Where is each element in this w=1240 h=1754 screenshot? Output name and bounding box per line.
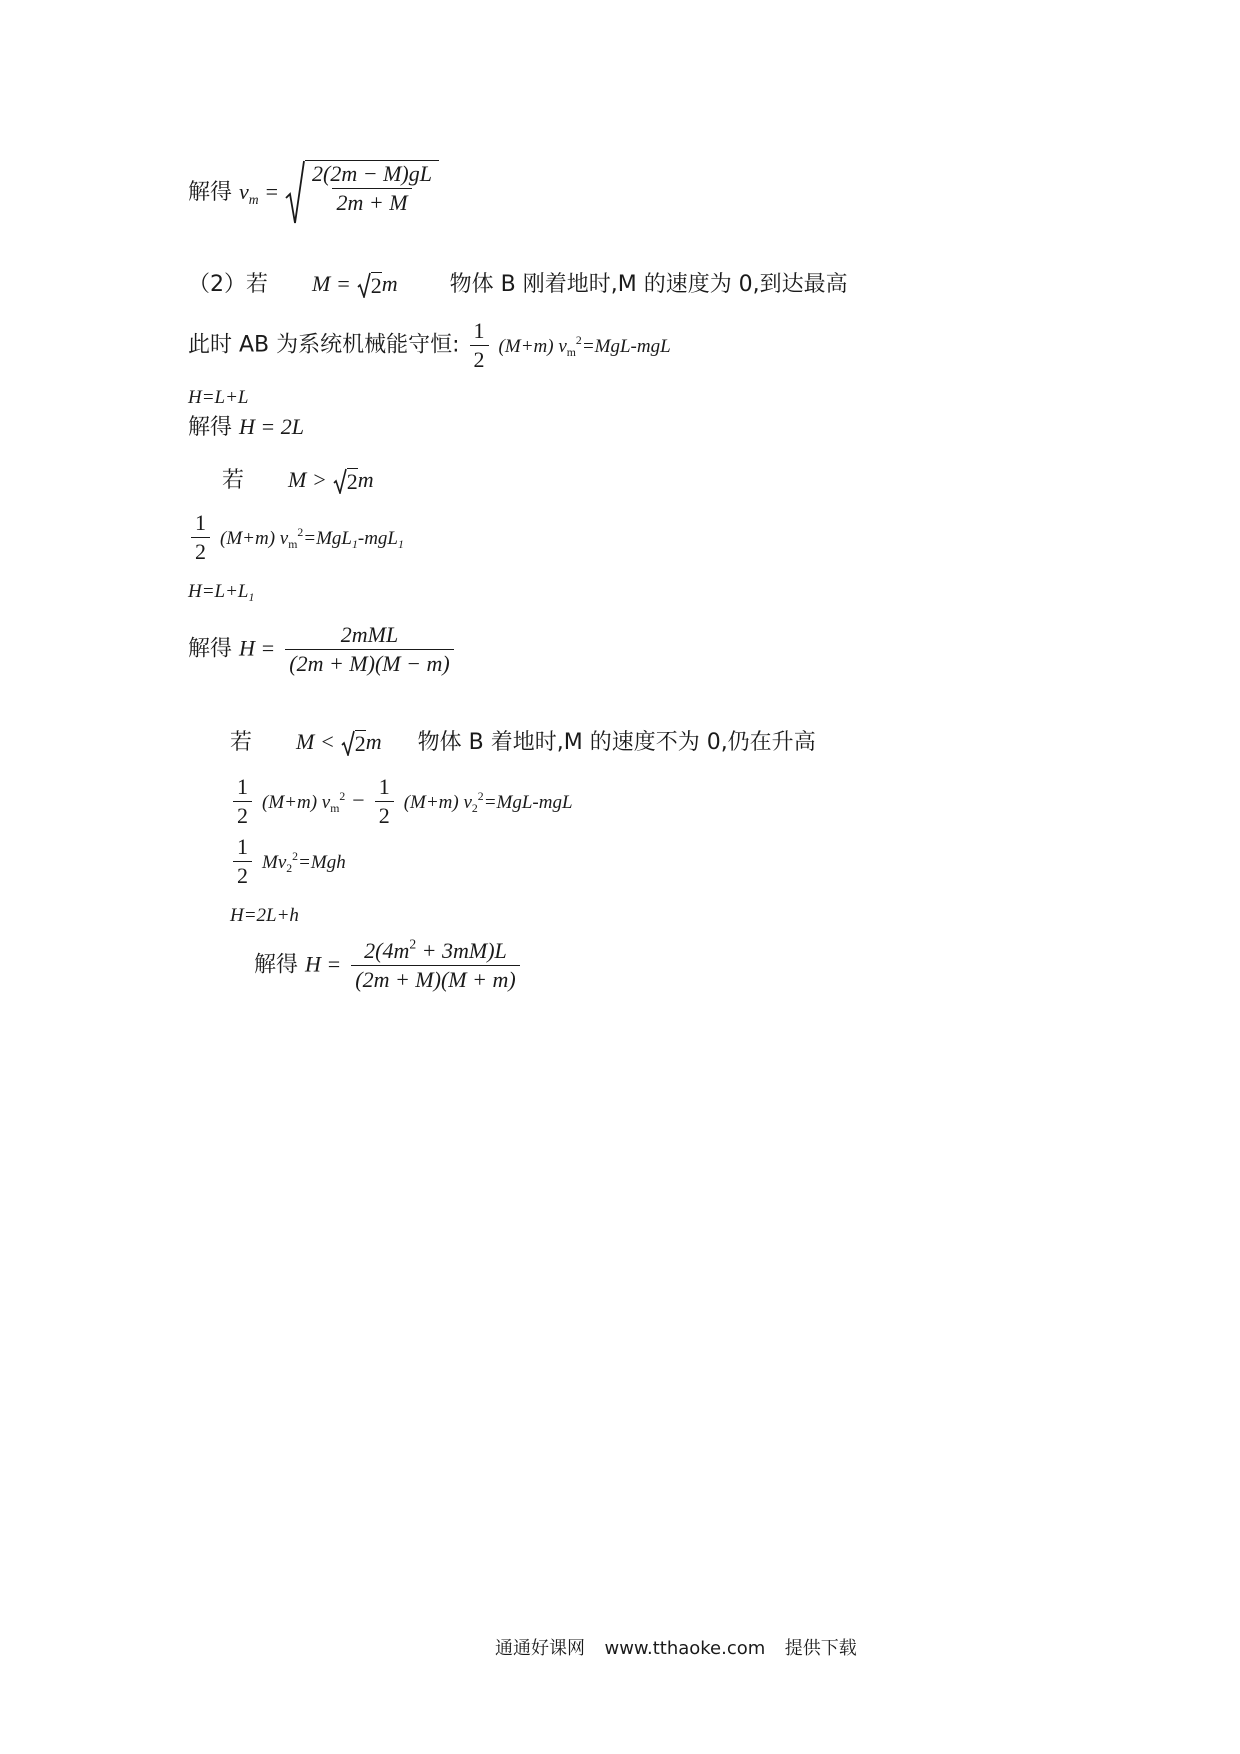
case1-condition-line	[188, 272, 848, 298]
case3-h-definition: H=2L+h	[230, 905, 299, 926]
case2-condition-line	[222, 468, 374, 494]
case2-cond-lhs: M	[288, 467, 307, 492]
case2-result-fraction	[285, 624, 453, 675]
case2-result-denominator: (2m + M)(M − m)	[285, 649, 453, 675]
half-fraction: $\frac{1}{2}$	[470, 320, 489, 371]
case3-energy-line-2: $\frac{1}{2}$ $Mv_2^2=Mgh$	[230, 836, 346, 887]
radical-sign-icon	[357, 272, 371, 298]
half-fraction: $\frac{1}{2}$	[375, 776, 394, 827]
if-word: 若	[230, 730, 253, 755]
case2-result-numerator: 2mML	[340, 622, 399, 647]
case2-cond-rel: >	[313, 467, 326, 492]
sqrt-radical	[285, 160, 439, 226]
vm-numerator: 2(2m − M)gL	[312, 161, 432, 186]
minus-sign: −	[352, 787, 365, 813]
solve-label: 解得	[188, 180, 233, 205]
case1-h-definition: H=L+L	[188, 387, 249, 408]
case3-cond-lhs: M	[296, 729, 315, 754]
case3-result-denominator: (2m + M)(M + m)	[351, 965, 519, 991]
case1-energy-text: 此时 AB 为系统机械能守恒:	[188, 332, 460, 358]
case1-sqrt: 2	[357, 272, 382, 298]
case2-energy-rhs: (M+m) $v_m^2=MgL_1-mgL_1$	[220, 525, 404, 551]
case-marker: （2）若	[188, 272, 268, 297]
case2-cond-var: m	[357, 467, 374, 492]
case1-result-line	[188, 416, 304, 439]
case3-result-line	[254, 936, 523, 992]
case1-energy-rhs: (M+m) $v_m^2=MgL$-mgL	[498, 333, 671, 359]
case1-result: H = 2L	[239, 414, 304, 439]
case2-h-definition: $H=L+L_1$	[188, 581, 255, 605]
half-fraction: $\frac{1}{2}$	[233, 836, 252, 887]
footer-download-text: 提供下载	[784, 1638, 857, 1659]
page-footer	[495, 1640, 857, 1658]
footer-site-name: 通通好课网	[495, 1638, 585, 1659]
case3-sqrt: 2	[341, 730, 366, 756]
case3-result-numerator: $2(4m^2 + 3mM)L$	[364, 936, 507, 963]
case1-cond-lhs: M	[312, 271, 331, 296]
case3-result-fraction	[351, 936, 519, 992]
solution-vm-line	[188, 160, 439, 226]
case2-result-lhs: H =	[239, 635, 276, 661]
solve-label: 解得	[254, 952, 299, 978]
radical-sign-icon	[285, 160, 305, 226]
case3-cond-rel: <	[321, 729, 334, 754]
case2-sqrt: 2	[333, 468, 358, 494]
case1-note: 物体 B 刚着地时,M 的速度为 0,到达最高	[449, 272, 848, 297]
case3-condition-line	[230, 730, 816, 756]
case3-result-lhs: H =	[305, 951, 342, 977]
solve-label: 解得	[188, 636, 233, 662]
case1-cond-rel: =	[337, 271, 350, 296]
half-fraction: $\frac{1}{2}$	[233, 776, 252, 827]
case2-energy-line	[188, 512, 404, 563]
radical-sign-icon	[333, 468, 347, 494]
vm-fraction	[308, 163, 436, 214]
case3-energy-line-1: $\frac{1}{2}$ (M+m) $v_m^2$ − $\frac{1}{2}$ (M+m) $v_2^2=MgL$-mgL	[230, 776, 573, 827]
vm-denominator: 2m + M	[332, 188, 411, 214]
equals-sign: =	[265, 179, 279, 204]
case1-cond-var: m	[381, 271, 398, 296]
case3-note: 物体 B 着地时,M 的速度不为 0,仍在升高	[417, 730, 816, 755]
if-word: 若	[222, 468, 245, 493]
case1-energy-line	[188, 320, 671, 371]
case2-result-line	[188, 624, 457, 675]
case3-cond-var: m	[365, 729, 382, 754]
footer-site-url[interactable]: www.tthaoke.com	[604, 1638, 766, 1659]
radical-sign-icon	[341, 730, 355, 756]
half-fraction: $\frac{1}{2}$	[191, 512, 210, 563]
solve-label: 解得	[188, 415, 233, 440]
vm-symbol: $v_m$	[239, 179, 259, 207]
